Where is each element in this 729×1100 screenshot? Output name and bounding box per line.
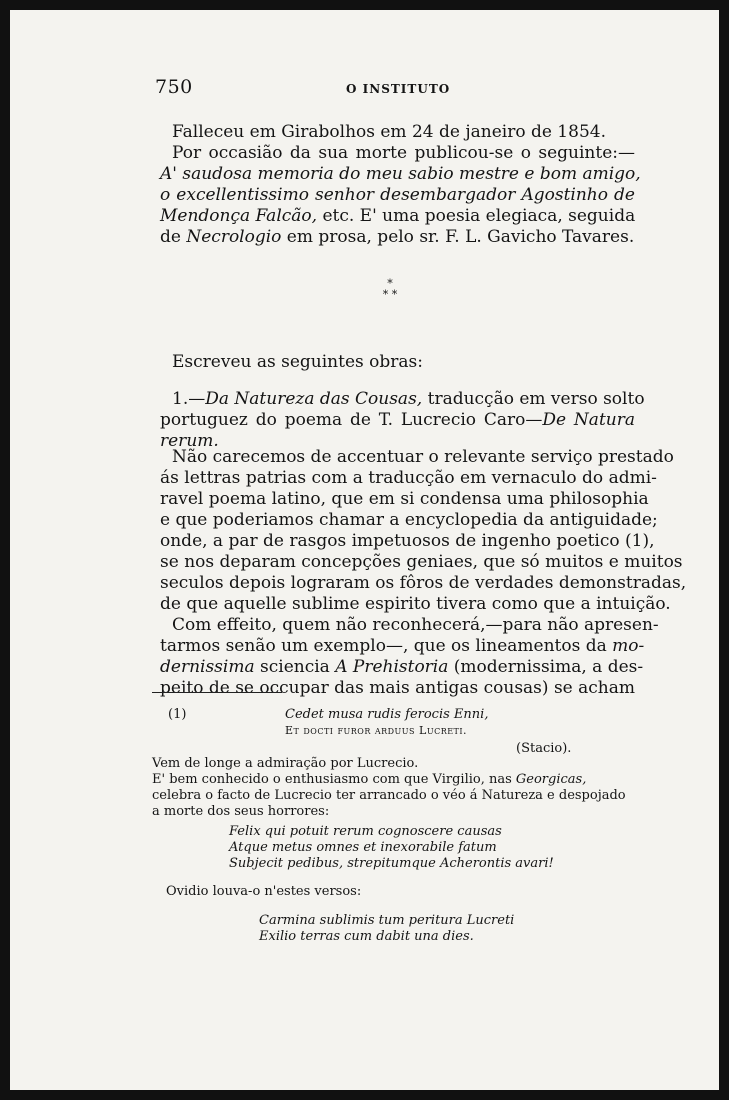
text-line: se nos deparam concepções geniaes, que só muitos e muitos bbox=[160, 552, 683, 572]
footnote-divider bbox=[152, 692, 282, 693]
work-title: Da Natureza das Cousas, bbox=[205, 389, 423, 409]
italic-name: Mendonça Falcão, bbox=[160, 206, 318, 226]
text-line: dernissima sciencia A Prehistoria (modernissima, a des- bbox=[160, 657, 644, 677]
text-line: Não carecemos de accentuar o relevante serviço prestado bbox=[172, 447, 674, 467]
text-line: onde, a par de rasgos impetuosos de ingenho poetico (1), bbox=[160, 531, 655, 551]
italic-title: Necrologio bbox=[186, 227, 282, 247]
text-line: ás lettras patrias com a traducção em vernaculo do admi- bbox=[160, 468, 657, 488]
footnote-marker: (1) bbox=[168, 707, 187, 722]
text-line: A' saudosa memoria do meu sabio mestre e bom amigo, bbox=[160, 164, 641, 184]
text-line: Por occasião da sua morte publicou-se o seguinte:— bbox=[172, 143, 635, 163]
text-line: de que aquelle sublime espirito tivera como que a intuição. bbox=[160, 594, 671, 614]
text-line: 1.—Da Natureza das Cousas, traducção em verso solto bbox=[172, 389, 645, 409]
running-header: O INSTITUTO bbox=[346, 82, 451, 96]
text-line: rerum. bbox=[160, 431, 219, 451]
text-line: tarmos senão um exemplo—, que os lineamentos da mo- bbox=[160, 636, 645, 656]
page-number: 750 bbox=[155, 76, 193, 98]
work-item-1 bbox=[160, 389, 645, 452]
text-line: Com effeito, quem não reconhecerá,—para não apresen- bbox=[172, 615, 659, 635]
footnote-source: (Stacio). bbox=[516, 741, 572, 756]
text-line: ravel poema latino, que em si condensa uma philosophia bbox=[160, 489, 649, 509]
text-line: Mendonça Falcão, etc. E' uma poesia elegiaca, seguida bbox=[160, 206, 636, 226]
text-line: Escreveu as seguintes obras: bbox=[172, 352, 423, 372]
footnote-verse-virgil: Felix qui potuit rerum cognoscere causas Atque metus omnes et inexorabile fatum Subjecit pedibus, strepitumque Acherontis avari! bbox=[229, 824, 554, 871]
paragraph-translation bbox=[160, 447, 687, 615]
paragraph-prehistory bbox=[160, 615, 659, 699]
text-line: seculos depois lograram os fôros de verdades demonstradas, bbox=[160, 573, 687, 593]
paragraph-works-intro bbox=[160, 352, 635, 373]
text-line: de Necrologio em prosa, pelo sr. F. L. Gavicho Tavares. bbox=[160, 227, 635, 247]
footnote-verse-statius: Cedet musa rudis ferocis Enni, Et docti furor arduus Lucreti. bbox=[285, 707, 489, 737]
text-line: peito de se occupar das mais antigas cousas) se acham bbox=[160, 678, 635, 698]
text-line: Falleceu em Girabolhos em 24 de janeiro de 1854. bbox=[172, 122, 606, 142]
footnote-ovid-intro: Ovidio louva-o n'estes versos: bbox=[166, 884, 362, 899]
text-line: portuguez do poema de T. Lucrecio Caro—De Natura bbox=[160, 410, 635, 430]
book-page bbox=[10, 10, 719, 1090]
text-line: e que poderiamos chamar a encyclopedia da antiguidade; bbox=[160, 510, 658, 530]
text-line: o excellentissimo senhor desembargador Agostinho de bbox=[160, 185, 635, 205]
paragraph-death bbox=[160, 122, 641, 248]
footnote-verse-ovid: Carmina sublimis tum peritura Lucreti Exilio terras cum dabit una dies. bbox=[259, 913, 515, 944]
asterism-separator: * * * bbox=[382, 277, 398, 301]
footnote-text: Vem de longe a admiração por Lucrecio. E' bem conhecido o enthusiasmo com que Virgilio, nas Georgicas, celebra o facto de Lucrecio ter arrancado o véo á Natureza e despojado a morte dos seus horrores: bbox=[152, 756, 626, 819]
